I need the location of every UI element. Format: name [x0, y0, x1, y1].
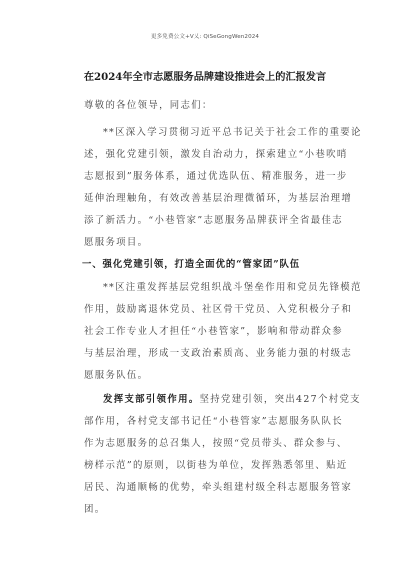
para1-line: 添了新活力。“小巷管家”志愿服务品牌获评全省最佳志 [84, 215, 343, 226]
para2-line: 愿服务队伍。 [84, 370, 149, 381]
para2-line: 社会工作专业人才担任“小巷管家”，影响和带动群众参 [84, 326, 343, 337]
para3-line: 部作用，各村党支部书记任“小巷管家”志愿服务队队长 [84, 416, 343, 427]
para2-line: **区注重发挥基层党组织战斗堡垒作用和党员先锋模范 [103, 282, 362, 293]
para1-line: **区深入学习贯彻习近平总书记关于社会工作的重要论 [103, 127, 362, 138]
para3-line: 榜样示范”的原则，以街巷为单位，发挥熟悉邻里、贴近 [84, 460, 348, 471]
para3-line: 团。 [84, 504, 106, 515]
para1-line: 延伸治理触角，有效改善基层治理微循环，为基层治理增 [84, 193, 353, 204]
para1-line: 愿服务项目。 [84, 237, 149, 248]
salutation: 尊敬的各位领导，同志们： [84, 100, 213, 111]
para3-line: 居民、沟通顺畅的优势，牵头组建村级全科志愿服务管家 [84, 482, 353, 493]
para2-line: 与基层治理，形成一支政治素质高、业务能力强的村级志 [84, 348, 353, 359]
para3-first-rest: 坚持党建引领，突出427个村党支 [199, 394, 361, 405]
section-heading: 一、强化党建引领，打造全面优的“管家团”队伍 [82, 259, 301, 270]
para3-first-line [103, 391, 361, 405]
para1-line: 志愿报到”服务体系，通过优选队伍、精准服务，进一步 [84, 171, 348, 182]
document-title: 在2024年全市志愿服务品牌建设推进会上的汇报发言 [83, 71, 327, 83]
header-note: 更多免费公文+V乂: QiSeGongWen2024 [150, 34, 260, 40]
para3-line: 作为志愿服务的总召集人，按照“党员带头、群众参与、 [84, 438, 348, 449]
para1-line: 述，强化党建引领，激发自治动力，探索建立“小巷吹哨 [84, 149, 348, 160]
para2-line: 作用，鼓励离退休党员、社区骨干党员、入党积极分子和 [84, 304, 353, 315]
para3-lead: 发挥支部引领作用。 [103, 394, 200, 405]
